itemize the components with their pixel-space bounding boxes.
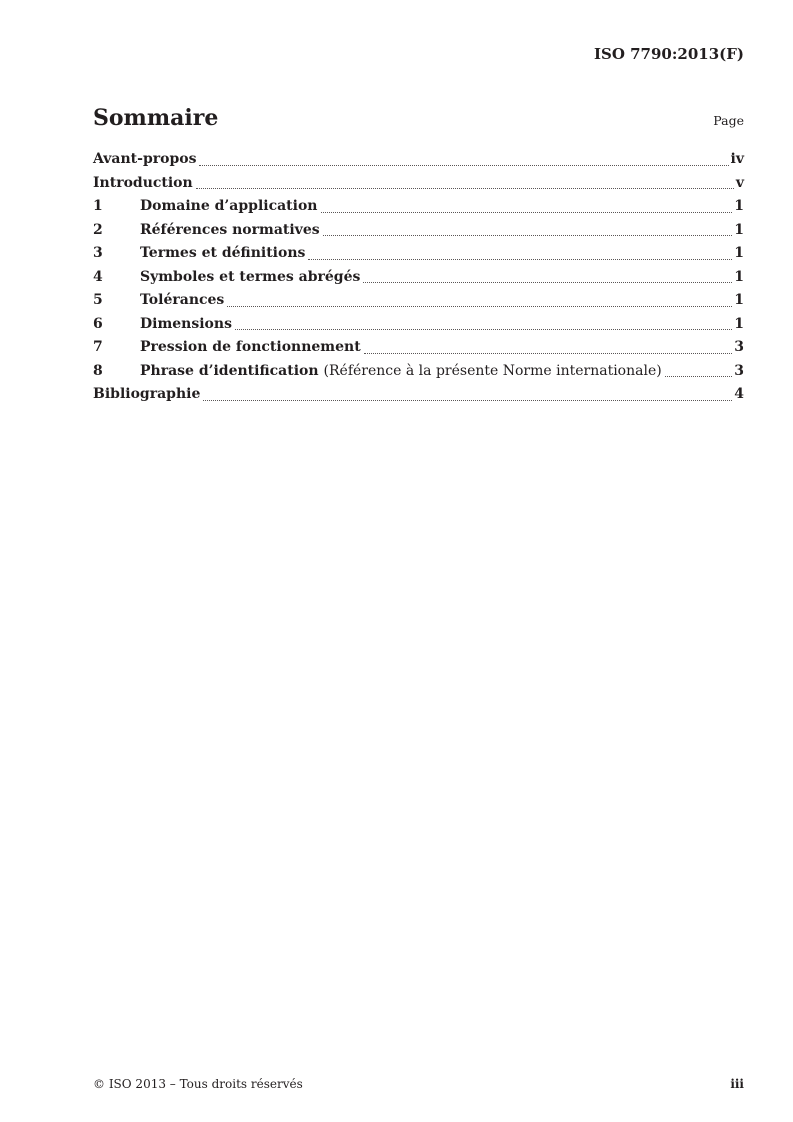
dotted-leader bbox=[227, 306, 732, 307]
dotted-leader bbox=[199, 165, 728, 166]
page-content bbox=[0, 0, 793, 407]
toc-clause-number: 8 bbox=[93, 362, 103, 379]
toc-page-number: 1 bbox=[734, 245, 744, 261]
dotted-leader bbox=[363, 282, 732, 283]
toc-clause-number: 7 bbox=[93, 339, 103, 355]
toc-row-clause-3 bbox=[93, 242, 744, 266]
dotted-leader bbox=[323, 235, 733, 236]
toc-page-number: iv bbox=[730, 151, 744, 167]
toc-row-clause-6 bbox=[93, 313, 744, 337]
toc-entry-subtitle: (Référence à la présente Norme internationale) bbox=[323, 362, 662, 379]
dotted-leader bbox=[308, 259, 732, 260]
toc-page-number: 1 bbox=[734, 268, 744, 285]
toc-clause-number: 5 bbox=[93, 292, 103, 308]
toc-page-number: 3 bbox=[734, 339, 744, 355]
toc-entry-title: Avant-propos bbox=[93, 151, 197, 167]
toc-entry-title: Phrase d’identification bbox=[140, 362, 319, 379]
toc-entry-title: Symboles et termes abrégés bbox=[140, 268, 361, 285]
dotted-leader bbox=[321, 212, 733, 213]
toc-row-clause-7 bbox=[93, 336, 744, 360]
copyright-notice: © ISO 2013 – Tous droits réservés bbox=[93, 1077, 303, 1091]
page-column-label: Page bbox=[713, 113, 744, 128]
toc-row-clause-5 bbox=[93, 289, 744, 313]
toc-header bbox=[93, 104, 744, 132]
toc-page-number: 1 bbox=[734, 292, 744, 308]
dotted-leader bbox=[364, 353, 733, 354]
page-footer bbox=[93, 1077, 744, 1091]
toc-entry-title: Introduction bbox=[93, 174, 193, 191]
toc-row-clause-8 bbox=[93, 360, 744, 384]
toc-page-number: 1 bbox=[734, 315, 744, 332]
toc-page-number: 4 bbox=[734, 386, 744, 402]
toc-entry-title: Bibliographie bbox=[93, 386, 201, 402]
toc-clause-number: 3 bbox=[93, 245, 103, 261]
toc-entry-title: Tolérances bbox=[140, 292, 225, 308]
toc-page-number: 1 bbox=[734, 198, 744, 214]
dotted-leader bbox=[235, 329, 732, 330]
toc-entry-title: Références normatives bbox=[140, 221, 320, 238]
toc-entry-title: Domaine d’application bbox=[140, 198, 318, 214]
toc-row-clause-1 bbox=[93, 195, 744, 219]
toc-page-number: 3 bbox=[734, 362, 744, 379]
toc-entry-title: Pression de fonctionnement bbox=[140, 339, 361, 355]
page-title: Sommaire bbox=[93, 105, 219, 131]
table-of-contents bbox=[93, 148, 744, 407]
toc-clause-number: 2 bbox=[93, 221, 103, 238]
folio-page-number: iii bbox=[730, 1077, 744, 1091]
toc-entry-title: Dimensions bbox=[140, 315, 232, 332]
toc-clause-number: 4 bbox=[93, 268, 103, 285]
dotted-leader bbox=[665, 376, 733, 377]
toc-clause-number: 6 bbox=[93, 315, 103, 332]
toc-row-introduction bbox=[93, 172, 744, 196]
document-reference: ISO 7790:2013(F) bbox=[593, 45, 744, 63]
toc-entry-title: Termes et définitions bbox=[140, 245, 306, 261]
dotted-leader bbox=[203, 400, 732, 401]
toc-row-clause-2 bbox=[93, 219, 744, 243]
toc-page-number: v bbox=[735, 174, 744, 191]
toc-row-clause-4 bbox=[93, 266, 744, 290]
toc-clause-number: 1 bbox=[93, 198, 103, 214]
toc-page-number: 1 bbox=[734, 221, 744, 238]
toc-row-avant-propos bbox=[93, 148, 744, 172]
dotted-leader bbox=[196, 188, 734, 189]
toc-row-bibliographie bbox=[93, 383, 744, 407]
